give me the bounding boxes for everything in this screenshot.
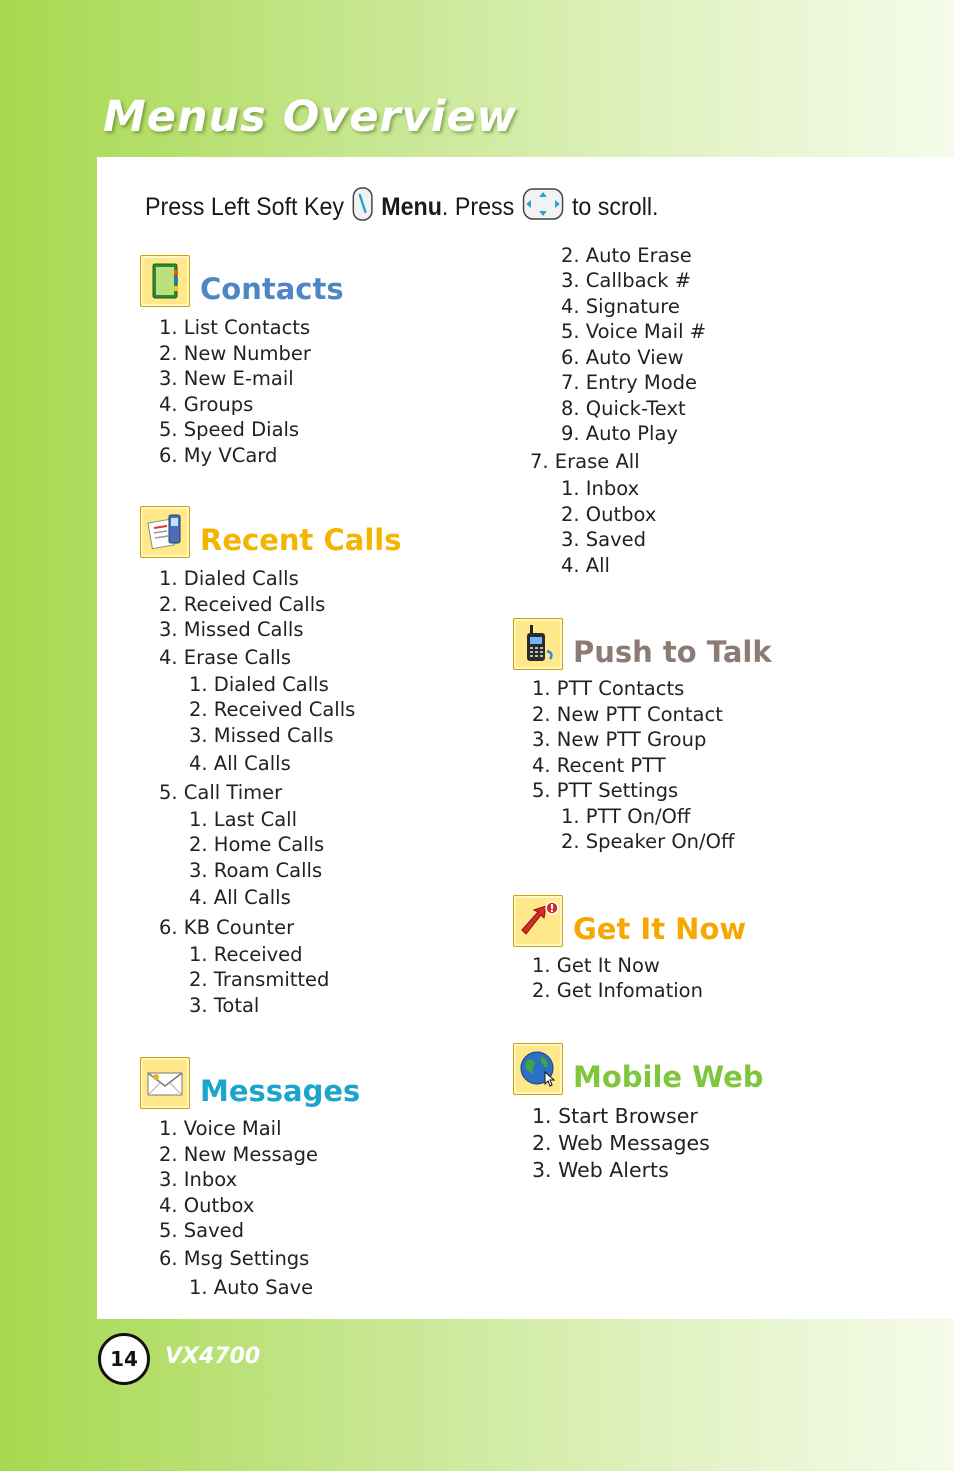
list-item: 3. Web Alerts <box>532 1158 669 1182</box>
list-item: 2. Received Calls <box>189 698 356 721</box>
list-item: 2. New Message <box>159 1143 318 1166</box>
list-item: 1. Received <box>189 943 303 966</box>
page-title: Menus Overview <box>103 92 518 142</box>
list-item: 6. KB Counter <box>159 916 295 939</box>
messages-title: Messages <box>200 1074 361 1108</box>
list-item: 3. Missed Calls <box>159 618 304 641</box>
list-item: 1. Dialed Calls <box>189 673 329 696</box>
push-to-talk-title: Push to Talk <box>573 635 772 669</box>
list-item: 5. Saved <box>159 1219 245 1242</box>
address-book-icon <box>140 255 190 307</box>
list-item: 2. Received Calls <box>159 593 326 616</box>
recent-calls-title: Recent Calls <box>200 523 402 557</box>
list-item: 3. Total <box>189 994 260 1017</box>
list-item: 2. Auto Erase <box>561 244 692 267</box>
list-item: 4. All Calls <box>189 752 291 775</box>
list-item: 2. New PTT Contact <box>532 703 723 726</box>
list-item: 3. New E-mail <box>159 367 294 390</box>
list-item: 2. Outbox <box>561 503 657 526</box>
list-item: 5. Voice Mail # <box>561 320 707 343</box>
list-item: 1. Auto Save <box>189 1276 314 1299</box>
push-to-talk-section-header <box>513 616 772 672</box>
list-item: 2. Speaker On/Off <box>561 830 735 853</box>
instruction-text-3: to scroll. <box>571 192 659 221</box>
list-item: 3. Missed Calls <box>189 724 334 747</box>
get-it-now-section-header <box>513 893 746 949</box>
contacts-section-header <box>140 253 344 309</box>
list-item: 7. Erase All <box>530 450 640 473</box>
list-item: 5. Call Timer <box>159 781 283 804</box>
list-item: 4. All <box>561 554 610 577</box>
list-item: 4. Erase Calls <box>159 646 292 669</box>
list-item: 6. Auto View <box>561 346 684 369</box>
list-item: 3. New PTT Group <box>532 728 707 751</box>
download-arrow-icon <box>513 895 563 947</box>
list-item: 1. Last Call <box>189 808 298 831</box>
list-item: 2. Web Messages <box>532 1131 710 1155</box>
list-item: 1. Inbox <box>561 477 640 500</box>
model-name: VX4700 <box>165 1344 261 1369</box>
list-item: 1. PTT Contacts <box>532 677 685 700</box>
instruction-text-2: . Press <box>441 192 515 221</box>
list-item: 1. Voice Mail <box>159 1117 282 1140</box>
left-soft-key-icon <box>351 186 373 229</box>
list-item: 1. Get It Now <box>532 954 660 977</box>
messages-section-header <box>140 1055 360 1111</box>
globe-icon <box>513 1043 563 1095</box>
list-item: 5. Speed Dials <box>159 418 300 441</box>
list-item: 4. Recent PTT <box>532 754 666 777</box>
list-item: 3. Saved <box>561 528 647 551</box>
list-item: 2. Home Calls <box>189 833 325 856</box>
get-it-now-title: Get It Now <box>573 912 747 946</box>
page-number: 14 <box>98 1333 150 1385</box>
list-item: 4. All Calls <box>189 886 291 909</box>
list-item: 1. Start Browser <box>532 1104 698 1128</box>
call-log-icon <box>140 506 190 558</box>
mobile-web-title: Mobile Web <box>573 1060 764 1094</box>
instruction-line <box>145 187 659 227</box>
list-item: 3. Callback # <box>561 269 692 292</box>
list-item: 7. Entry Mode <box>561 371 698 394</box>
recent-calls-section-header <box>140 504 401 560</box>
list-item: 8. Quick-Text <box>561 397 686 420</box>
list-item: 3. Roam Calls <box>189 859 323 882</box>
list-item: 9. Auto Play <box>561 422 678 445</box>
contacts-title: Contacts <box>200 272 344 306</box>
list-item: 4. Outbox <box>159 1194 255 1217</box>
list-item: 2. New Number <box>159 342 311 365</box>
list-item: 4. Groups <box>159 393 254 416</box>
list-item: 6. Msg Settings <box>159 1247 310 1270</box>
list-item: 1. Dialed Calls <box>159 567 299 590</box>
navigation-key-icon <box>522 186 565 229</box>
list-item: 1. List Contacts <box>159 316 311 339</box>
list-item: 2. Transmitted <box>189 968 330 991</box>
list-item: 2. Get Infomation <box>532 979 703 1002</box>
list-item: 4. Signature <box>561 295 680 318</box>
envelope-icon <box>140 1057 190 1109</box>
instruction-text-1: Press Left Soft Key <box>145 192 345 221</box>
list-item: 1. PTT On/Off <box>561 805 691 828</box>
list-item: 5. PTT Settings <box>532 779 679 802</box>
mobile-web-section-header <box>513 1041 764 1097</box>
list-item: 6. My VCard <box>159 444 278 467</box>
menu-word: Menu <box>381 192 442 221</box>
list-item: 3. Inbox <box>159 1168 238 1191</box>
walkie-talkie-icon <box>513 618 563 670</box>
